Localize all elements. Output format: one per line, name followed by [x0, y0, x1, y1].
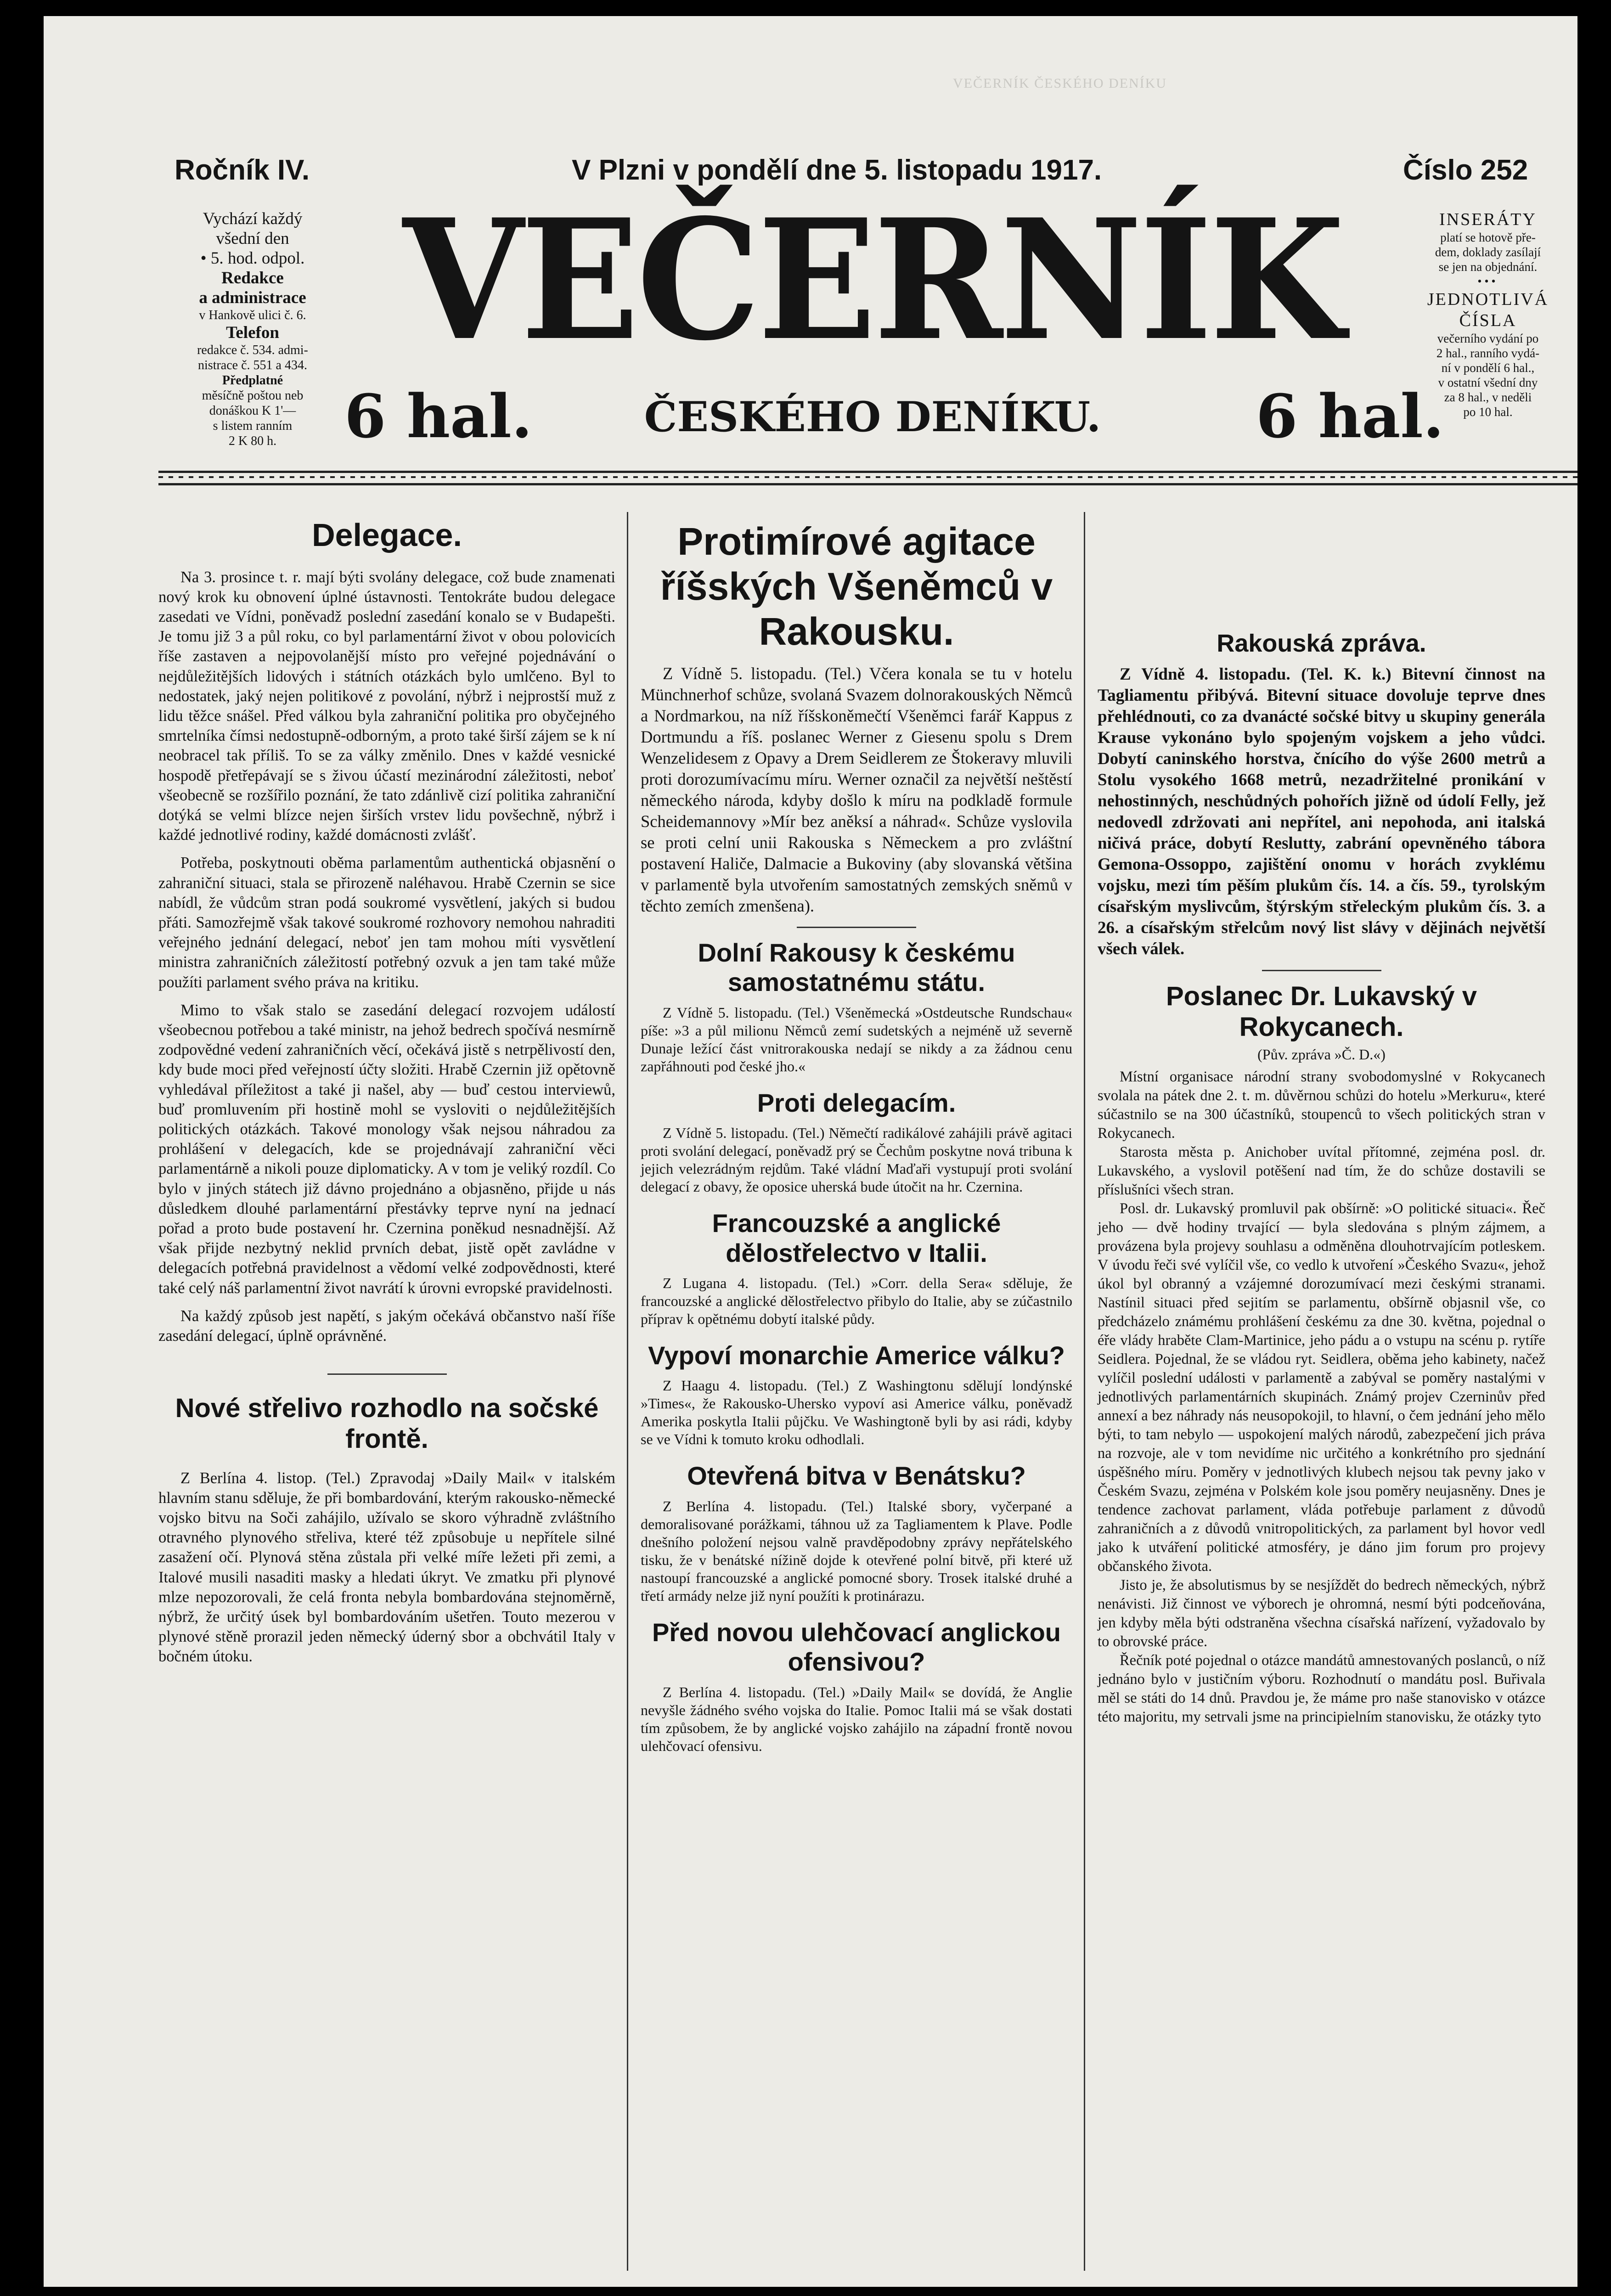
info-line: nistrace č. 551 a 434. — [198, 358, 307, 372]
info-line: po 10 hal. — [1463, 405, 1513, 419]
headline: Před novou ulehčovací anglickou ofensivou? — [652, 1617, 1061, 1677]
paragraph: Starosta města p. Anichober uvítal přítomné, zejména posl. dr. Lukavského, a vyslovil potěšení nad tím, že do schůze dostavili se příslušníci všech stran. — [1098, 1144, 1545, 1199]
masthead-subtitle: ČESKÉHO DENÍKU. — [644, 393, 1101, 441]
paragraph: Z Vídně 5. listopadu. (Tel.) Včera konala se tu v hotelu Münchnerhof schůze, svolaná Svazem dolnorakouských Němců a Nordmarkou, na níž říšskoněmečtí Všeněmci farář Kappus z Dortmundu a říš. poslanec Werner z Giesenu spolu s Drem Wenzelidesem z Opavy a Drem Seidlerem ze Štokeravy mluvili proti dorozumívacímu míru. Werner označil za největší neštěstí německého národa, kdyby došlo k míru na podkladě formule Scheidemannovy »Mír bez aněksí a náhrad«. Schůze vyslovila se proti celní unii Rakouska s Německem a pro zvláštní postavení Haliče, Dalmacie a Bukoviny (aby slovanská většina v parlamentě byla utvořením samostatných zemských sněmů v těchto zemích zmenšena). — [641, 664, 1072, 915]
price-right: 6 hal. — [1256, 381, 1444, 451]
paragraph: Místní organisace národní strany svobodomyslné v Rokycanech svolala na pátek dne 2. t. m. důvěrnou schůzi do hotelu »Merkuru«, které súčastnilo se na 300 účastníků, stoupenců to všech politických stran v Rokycanech. — [1098, 1069, 1545, 1142]
paragraph: Z Berlína 4. listop. (Tel.) Zpravodaj »Daily Mail« v italském hlavním stanu sděluje, že při bombardování, kterým rakousko-německé vojsko bitvu na Soči zahájilo, užívalo se skoro výhradně zvláštního otravného plynového střeliva, které též způsobuje u nepřítele silné zasažení očí. Plynová stěna zůstala při velké míře ležeti při zemi, a Italové musili nasaditi masky a hledati úkryt. Ve zmatku při plynové mlze nepozorovali, že celá fronta nebyla bombardována stejnoměrně, nýbrž, že určitý úsek byl bombardováním ušetřen. Touto mezerou v plynové stěně prorazil jeden německý úderný sbor a obchvátil Italy v bočném útoku. — [158, 1469, 615, 1666]
info-heading: INSERÁTY — [1439, 210, 1537, 229]
separator — [327, 1373, 447, 1375]
article-body — [158, 568, 615, 1346]
paragraph: Z Vídně 4. listopadu. (Tel. K. k.) Bitevní činnost na Tagliamentu přibývá. Bitevní situace dovoluje teprve dnes přehlédnouti, co za dvanácté sočské bitvy u skupiny generála Krause vykonáno bylo spojeným vojskem a jeho vůdci. Dobytí caninského horstva, čnícího do výše 2600 metrů a Stolu vysokého 1668 metrů, nezadržitelné pronikání v nehostinných, neschůdných pohořích jižně od údolí Felly, jež nedovedl zdržovati ani nepřítel, ani nepohoda, ani italská ničivá práce, dobytí Reslutty, zabrání opevněného tábora Gemona-Ossoppo, zajištění onomu v horách zvyklému vojsku, mezi tím pěším plukům čís. 14. a čís. 59., tyrolským císařským myslivcům, štýrským střeleckým plukům čís. 3. a 26. a císařským střelcům nový list slávy v dějinách největší všech válek. — [1098, 665, 1545, 959]
info-line: všední den — [216, 229, 289, 248]
pricing-info — [1403, 209, 1573, 419]
info-line: se jen na objednání. — [1438, 260, 1538, 274]
lead-headline: Protimírové agitace říšských Všeněmců v Rakousku. — [660, 520, 1053, 653]
info-line: dem, doklady zasílají — [1435, 245, 1541, 259]
paragraph: Posl. dr. Lukavský promluvil pak obšírně: »O politické situaci«. Řeč jeho — dvě hodiny trvající — byla sledována s plným zájmem, a provázena byla projevy souhlasu a odměněna dlouhotrvajícím potleskem. V úvodu řeči své vylíčil vše, co vedlo k utvoření »Českého Svazu«, jehož úkol byl obranný a vzájemné dorozumívací mezi českými stranami. Nastínil situaci před sejitím se parlamentu, obšírně objasnil vše, co předcházelo známému prohlášení českému za dne 30. května, pojednal o éře vlády hraběte Clam-Martinice, jeho pádu a o vstupu na scénu p. rytíře Seidlera. Pojednal, že se vládou ryt. Seidlera, oběma jeho kabinety, načež vylíčil poslední události v parlamentě a zabýval se poměry nastalými v jednotlivých parlamentárních skupinách. Známý projev Czerninův před annexí a bez náhrady nás neusopokojil, to hlavní, o čem jednání jeho mělo býti, to tam nebylo — uspokojení malých národů, zabezpečení jich práva na rozvoje, ale v tom nevidíme nic určitého a konkrétního pro sjednání úspěšného míru. Poměry v jednotlivých klubech nejsou tak pevny jako v Českém Svazu, zejména v Polském kole jsou poměry neujasněny. Dnes je tendence zachovat parlament, vláda potřebuje parlament z důvodů zahraničních a z důvodů vnitropolitických, za parlament byl hovor vedl jako k utváření politické atmosféry, je dáno jim forum pro projevy občanského života. — [1098, 1200, 1545, 1575]
paragraph: Z Berlína 4. listopadu. (Tel.) »Daily Mail« se dovídá, že Anglie nevyšle žádného svého vojska do Italie. Pomoc Italii má se však dostati tím způsobem, že by anglické vojsko zahájilo na západní frontě novou ulehčovací ofensivu. — [641, 1683, 1072, 1754]
headline: Francouzské a anglické dělostřelectvo v Italii. — [712, 1209, 1001, 1267]
article-body — [641, 1124, 1072, 1196]
article-body — [641, 1004, 1072, 1075]
paragraph: Z Lugana 4. listopadu. (Tel.) »Corr. della Sera« sděluje, že francouzské a anglické dělostřelectvo přibylo do Italie, aby se zúčastnilo příprav k opětnému dobytí italské půdy. — [641, 1274, 1072, 1327]
info-heading: a administrace — [199, 288, 306, 307]
column-1 — [158, 512, 615, 1667]
masthead-rule — [158, 471, 1577, 485]
price-left: 6 hal. — [344, 381, 533, 451]
info-line: ní v pondělí 6 hal., — [1441, 361, 1535, 375]
info-line: redakce č. 534. admi- — [197, 343, 308, 357]
publication-info — [161, 209, 344, 449]
headline: Poslanec Dr. Lukavský v Rokycanech. — [1166, 981, 1477, 1042]
paragraph: Řečník poté pojednal o otázce mandátů amnestovaných poslanců, o níž jednáno bylo v justičním výboru. Rozhodnutí o mandátu posl. Buřivala měl se státi do 14 dnů. Pravdou je, že máme pro naše stanovisko v otázce této majoritu, my setrvali jsme na principielním stanovisku, že otázky tyto — [1098, 1652, 1545, 1726]
info-line: s listem ranním — [213, 419, 293, 433]
info-line: v Hankově ulici č. 6. — [199, 308, 306, 322]
ornament: ••• — [1477, 275, 1498, 288]
info-line: donáškou K 1'— — [209, 404, 296, 418]
info-line: 2 K 80 h. — [228, 434, 277, 448]
paragraph: Na 3. prosince t. r. mají býti svolány delegace, což bude znamenati nový krok ku obnovení úplné ústavnosti. Tentokráte budou delegace zasedati ve Vídni, poněvadž poslední zasedání konalo se v Budapešti. Je tomu již 3 a půl roku, co byl parlamentární život v obou polovicích říše zastaven a nejpovolanější místo pro veřejné pojednávání o nejdůležitějších lidových i státních otázkách bylo umlčeno. Byl to nedostatek, jaký nejen politikové z povolání, nýbrž i nejprostší muž z lidu těžce snášel. Před válkou byla zahraniční politika pro obyčejného smrtelníka čímsi nedostupně-odborným, a proto také širší zájem se k ní neobracel tak příliš. To se za války změnilo. Dnes v každé vesnické hospodě přetřepávají se s živou účastí mezinárodní záležitosti, neboť všeobecně se rozšířilo poznání, že tato zdánlivě cizí politika zahraniční dotýká se velmi blízce nejen širších vrstev lidu povšechně, nýbrž i každé jednotlivé rodiny, každé domácnosti zvlášť. — [158, 568, 615, 844]
masthead-title: VEČERNÍK — [403, 183, 1342, 377]
article-body — [641, 1683, 1072, 1755]
info-heading: ČÍSLA — [1459, 311, 1517, 330]
separator — [797, 927, 916, 928]
dateline: V Plzni v pondělí dne 5. listopadu 1917. — [572, 154, 1102, 186]
paragraph: Na každý způsob jest napětí, s jakým očekává občanstvo naší říše zasedání delegací, úplně oprávněné. — [158, 1307, 615, 1345]
column-rule — [627, 512, 628, 2271]
byline: (Pův. zpráva »Č. D.«) — [1257, 1046, 1386, 1063]
article-body — [641, 1377, 1072, 1448]
paragraph: Mimo to však stalo se zasedání delegací rozvojem událostí všeobecnou potřebou a také ministr, na jehož bedrech spočívá nesmírně zodpovědné vedení zahraničních věcí, očekává jistě s netrpělivostí den, kdy bude moci před veřejností účty složiti. Hrabě Czernin již opětovně vyhledával příležitost a také ji našel, aby — buď cestou interviewů, buď promluvením při hostině mohl se vysloviti o nejdůležitějších politických otázkách. Takové monology však nejsou náhradou za prohlášení v delegacích, kde se projednávají zahraniční věci parlamentárně a nikoli pouze diplomaticky. A v tom je veliký rozdíl. Co bylo v jiných státech již dávno projednáno a objasněno, přijde u nás důsledkem dlouhé parlamentární přestávky teprve nyní na jednací pořad a proto bude postavení hr. Czernina poněkud nesnadnější. Až však přijde nezbytný neklid prvních debat, jistě opět zavládne v delegacích potřebná pravidelnost a vědomí velké zodpovědnosti, které také celý náš parlamentní život navrátí k úrovni evropské pravidelnosti. — [158, 1001, 615, 1297]
article-body — [641, 1497, 1072, 1605]
column-spacer — [1098, 512, 1545, 629]
paragraph: Z Berlína 4. listopadu. (Tel.) Italské sbory, vyčerpané a demoralisované porážkami, táhnou už za Tagliamentem k Plave. Podle dnešního položení nejsou valně pravděpodobny zprávy nepřátelského tisku, že v benátské nížině dojde k otevřené polní bitvě, při které už nastoupí francouzské a anglické pomocné sbory. Trosek italské druhé a třetí armády nelze již nyní použíti k protinárazu. — [641, 1497, 1072, 1604]
headline: Nové střelivo rozhodlo na sočské frontě. — [175, 1393, 599, 1454]
info-line: večerního vydání po — [1437, 332, 1539, 345]
headline: Vypoví monarchie Americe válku? — [648, 1340, 1065, 1370]
article-body — [1098, 664, 1545, 960]
volume-label: Ročník IV. — [175, 154, 310, 186]
paragraph: Jisto je, že absolutismus by se nesjíždět do bedrech německých, nýbrž nenávisti. Již činnost ve výborech je ohromná, nesmí býti podceňována, jen kdyby měla býti odstraněna všechna císařská nařízení, vyžadovalo by to obrovské práce. — [1098, 1577, 1545, 1650]
info-line: Vychází každý — [203, 209, 303, 228]
newspaper-page — [44, 16, 1577, 2287]
bleed-through-text: VEČERNÍK ČESKÉHO DENÍKU — [953, 76, 1167, 91]
headline: Proti delegacím. — [757, 1088, 956, 1117]
article-body — [1098, 1068, 1545, 1727]
info-heading: Redakce — [221, 269, 284, 287]
headline: Otevřená bitva v Benátsku? — [687, 1461, 1026, 1491]
info-line: v ostatní všední dny — [1438, 376, 1538, 389]
info-line: platí se hotově pře- — [1440, 231, 1536, 244]
article-body — [641, 663, 1072, 917]
paragraph: Z Haagu 4. listopadu. (Tel.) Z Washingtonu sdělují londýnské »Times«, že Rakousko-Uhersko vypoví asi Americe válku, poněvadž Amerika poskytla Italii půjčku. Ve Washingtoně byli by asi rádi, kdyby se ve Vídni k tomuto kroku odhodlali. — [641, 1377, 1072, 1448]
info-line: za 8 hal., v neděli — [1444, 390, 1532, 404]
issue-number: Číslo 252 — [1403, 154, 1528, 186]
headline: Delegace. — [312, 517, 462, 553]
column-2 — [641, 512, 1072, 1755]
info-heading: Telefon — [226, 323, 279, 342]
article-body — [158, 1469, 615, 1667]
article-body — [641, 1274, 1072, 1328]
column-3 — [1098, 512, 1545, 1727]
paragraph: Z Vídně 5. listopadu. (Tel.) Všeněmecká »Ostdeutsche Rundschau« píše: »3 a půl milionu Němců zemí sudetských a nejméně už severně Dunaje ležící část vnitrorakouska nedají se nikdy a za žádnou cenu zapřáhnouti pod české jho.« — [641, 1004, 1072, 1075]
info-heading: JEDNOTLIVÁ — [1427, 290, 1549, 309]
info-line: měsíčně poštou neb — [202, 388, 304, 403]
paragraph: Z Vídně 5. listopadu. (Tel.) Němečtí radikálové zahájili právě agitaci proti svolání delegací, poněvadž prý se Čechům poskytne nová tribuna k jejich velezrádným rejdům. Také vládní Maďaři vystupují proti svolání delegací z obavy, že oposice uherská bude útočit na hr. Czernina. — [641, 1125, 1072, 1195]
info-line: • 5. hod. odpol. — [200, 249, 305, 268]
separator — [1262, 970, 1381, 971]
column-rule — [1084, 512, 1085, 2271]
info-heading: Předplatné — [222, 373, 283, 388]
headline: Rakouská zpráva. — [1217, 630, 1426, 657]
info-line: 2 hal., ranního vydá- — [1436, 346, 1540, 360]
headline: Dolní Rakousy k českému samostatnému státu. — [698, 938, 1015, 997]
paragraph: Potřeba, poskytnouti oběma parlamentům authentická objasnění o zahraniční situaci, stala se přirozeně naléhavou. Hrabě Czernin se sice nabídl, že vůdcům stran podá soukromé vysvětlení, jakých si budou přáti. Samozřejmě však takové soukromé rozhovory nemohou nahraditi veřejného jednání delegací, neboť jen tam mohou míti vysvětlení ministra zahraničních záležitostí potřebný ozvuk a jen tam také může použíti parlament svého práva na kritiku. — [158, 854, 615, 991]
